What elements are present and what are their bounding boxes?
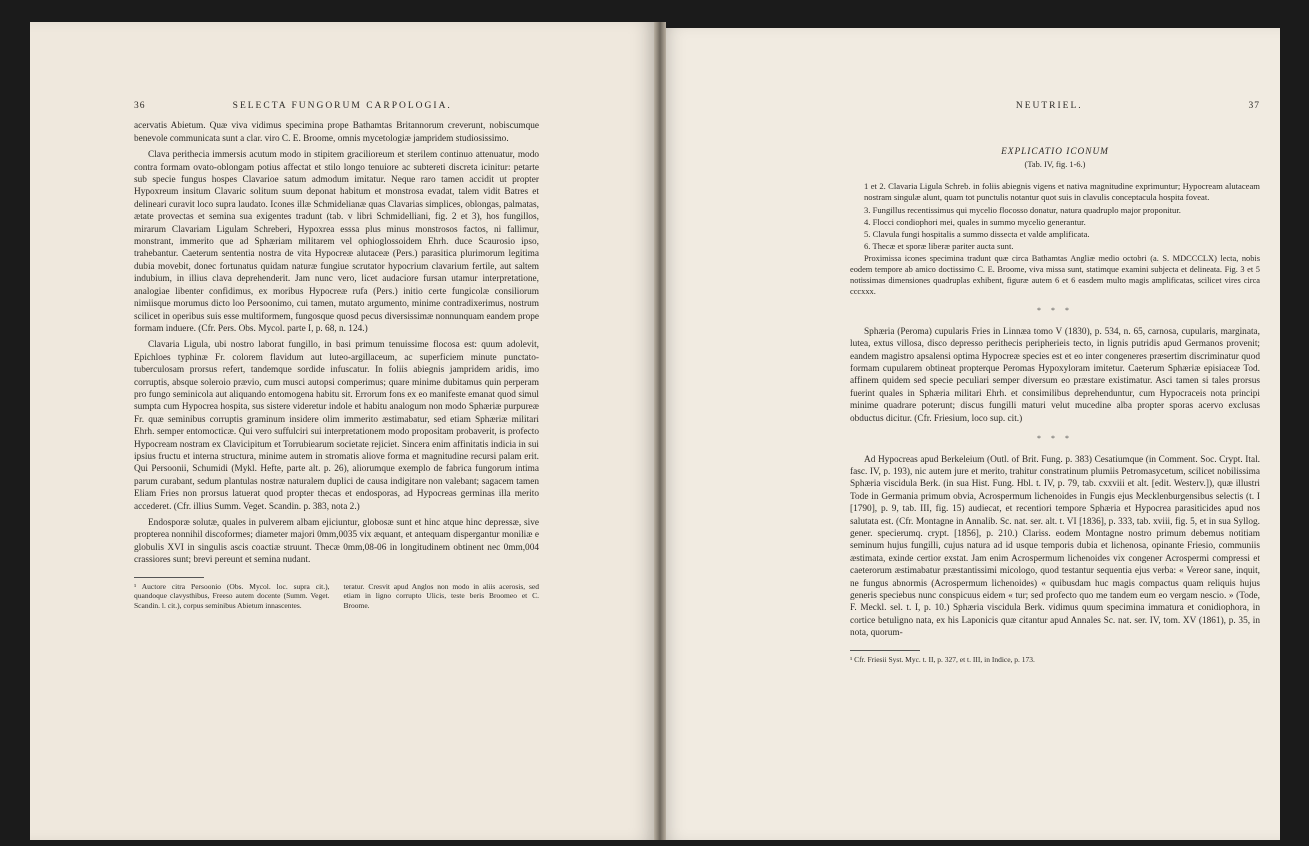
right-page-content [850,100,1260,664]
left-running-head [134,100,539,112]
left-page-content [134,100,539,610]
left-footnotes [134,582,539,611]
figure-item: 5. Clavula fungi hospitalis a summo dissecta et valde amplificata. [864,229,1090,240]
figure-item: 1 et 2. Clavaria Ligula Schreb. in foliis abiegnis vigens et nativa magnitudine exprimuntur; Hypocream alutaceam nostram singulæ alunt, quam tot punctulis notantur quot suis in clavulis conceptacula hospita foveat. [864,181,1260,203]
figure-list [850,181,1260,252]
plate-reference: (Tab. IV, fig. 1-6.) [1024,159,1086,169]
left-paragraph-2: Clavaria Ligula, ubi nostro laborat fungillo, in basi primum tenuissime flocosa est: quum adolevit, Epichloes typhinæ Fr. colorem flavidum aut luteo-argillaceum, ac superficiem minute punctato-tuberculosam prorsus refert, tandemque sordide infuscatur. In foliis abiegnis jampridem aridis, imo corruptis, absque soleroio prævio, cum musci autopsi comperimus; quare minime dubitamus quin perperam pro fungo seminicola aut aliquando entomogena habitu sit. Errorum fons ex eo manifeste emanat quod simul sumpta cum Hypocrea hospita, sus sistere videretur indole et habitu analogum non modo Sphæriæ purpureæ Fr. quæ seminibus corruptis graminum insidere olim immerito æstimabatur, sed etiam Sphæriæ militari Ehrh. semper entomocticæ. Qui vero suffulciri sui interpretationem modo propositam probaverit, is profecto Hypocream nostram ex Clavicipitum et Torrubiearum societate rejiciet. Sincera enim affinitatis indicia in sui ipsius fructu et interna structura, minime autem in stromatis aliove forma et magnitudine recursi palam erit. Qui Persoonii, Schumidi (Mykl. Hefte, parte alt. p. 26), aliorumque exemplo de fabrica fungorum intima parum curabant, sedum plantulas nostræ naturalem duplici de causa indigitare non valebant; sagacem tamen Eliam Fries non prorsus latuerat quod propter thecas et endosporas, ad Hypocreas germinas illa merito accederet. (Cfr. illius Summ. Veget. Scandin. p. 383, nota 2.) [134,340,539,512]
footnote-rule-right [850,650,920,651]
section-title: EXPLICATIO ICONUM [1001,147,1109,158]
right-footnote: ¹ Cfr. Friesii Syst. Myc. t. II, p. 327, et t. III, in Indice, p. 173. [850,654,1035,664]
figure-item: 3. Fungillus recentissimus qui mycelio flocosso donatur, natura quadruplo major proponitur. [864,204,1181,215]
figure-item: 4. Flocci condiophori mei, quales in summo mycelio generantur. [864,216,1086,227]
left-paragraph-1: Clava perithecia immersis acutum modo in stipitem gracilioreum et sterilem continuo attenuatur, modo contra formam ovato-oblongam potius affectat et stilo longo tenuiore ac subtereti discreta icinitur: petarte sub specie fungus hospes Clavarioe satum admodum imitatur. Neque raro tamen accidit ut propter Hypoxreum insitum Clavaric solitum suum deponat habitum et monstrosa evadat, talem vidit Batres et delineari curavit loco supra laudato. Icones illæ Schmidelianæ quas Clavarias simplices, oblongas, palmatas, ætate provectas et semina sua exigentes tradunt (tab. v libri Schmidelliani, fig. 2 et 3), hos fungillos, mirarum Clavariam Ligulam Schreberi, Hypoxrea esssa plus minus monstrosos factos, ni fallimur, monstrant, immerito que ad Sphæriam militarem vel ophioglossoidem Ehrh. duce Scaurosio ipso, trahebantur. Caeterum sententia nostra de vita Hypocreæ alutaceæ (Pers.) parasitica plurimorum legitima dubia movebit, donec fortunatus quidam naturæ fungiue scrutator hypocrium clavarium fertile, aut saltem indubium, in illius clava deprehenderit. Jam nunc vero, licet audaciore fursan utamur interpretatione, analogiae libenter confidimus, ex moribus Hypocreæ rufa (Pers.) initio certe fungicolæ consiliorum nimiisque morumus dicto loo Persoonimo, cui tamen, mutato argumento, minime contradixerimus, nostrum scilicet in operibus suis esse multiformem, fungosque quosd pecus diversissimæ nonnunquam eandem prope formam induere. (Cfr. Pers. Obs. Mycol. parte I, p. 68, n. 124.) [134,150,539,334]
left-page-number: 36 [134,101,146,111]
figure-item: 6. Thecæ et sporæ liberæ pariter aucta sunt. [864,241,1014,252]
figures-note: Proximissa icones specimina tradunt quæ circa Bathamtas Angliæ medio octobri (a. S. MDCCCLX) lecta, nobis eodem tempore ab amico doctissimo C. E. Broome, viva missa sunt, statimque examini subjecta et delineata. Fig. 3 et 5 notissimas dimensiones quadruplas exhibent, figuræ autem 6 et 6 easdem multo magis amplificatas, scilicet vires circa cccxxx. [850,254,1260,297]
left-paragraph-3: Endosporæ solutæ, quales in pulverem albam ejiciuntur, globosæ sunt et hinc atque hinc depressæ, sive propterea nonnihil discoformes; diameter majori 0mm,0035 vix æquant, et antequam dispergantur moniliæ e globulis XVI in singulis ascis coactiæ struunt. Thecæ 0mm,08-06 in longitudinem obtinent nec 0mm,004 crassiores sunt; brevi pereunt et semina nudant. [134,518,539,566]
right-running-title: NEUTRIEL. [1015,101,1083,111]
left-running-title: SELECTA FUNGORUM CARPOLOGIA. [232,101,452,111]
left-footnote-1: ¹ Auctore citra Persoonio (Obs. Mycol. loc. supra cit.), quandoque clavysthibus, Freeso autem docente (Summ. Veget. Scandin. l. cit.), corpus seminibus Abietum innascentes. [134,581,330,610]
right-paragraph-sphaeria: Sphæria (Peroma) cupularis Fries in Linnæa tomo V (1830), p. 534, n. 65, carnosa, cupularis, marginata, lutea, extus villosa, disco depresso perithecis peripherieis tecto, in lignis putridis apud Germanos provenit; eandem magistro apsalensi optima Hypocreæ species est et eo inter congeneres præsertim discriminatur quod formam cupularem obtineat propterque Peromas Hypoxyloram imitetur. Caeterum Sphæriæ episiaceæ Tod. affinem quidem sed specie peculiari semper diversum eo præstare existimatur. Asci tamen si tales prorsus fuerint quales in Sphæria militari Ehrh. et consimilibus deprehenduntur, cum Hypocraceis nota principi minime quadrare poterunt; discus fungilli maturi velut mucedine alba propter sporas acervo exclusas obductus dicitur. (Cfr. Friesium, loco sup. cit.) [850,326,1260,424]
book-gutter [654,22,666,840]
section-divider-2: * * * [1037,434,1073,444]
right-running-head [850,100,1260,112]
section-divider: * * * [1037,306,1073,316]
right-footnotes [850,655,1260,665]
left-footnote-2: teratur. Cresvit apud Anglos non modo in aliis acerosis, sed etiam in ligno corrupto Ulicis, teste beris Broomeo et C. Broome. [343,581,539,610]
left-paragraph-intro: acervatis Abietum. Quæ viva vidimus specimina prope Bathamtas Britannorum creverunt, nobiscumque benevole communicata sunt a clar. viro C. E. Broome, omnis mycetologiæ jampridem studiosissimo. [134,121,539,144]
right-page-number: 37 [1248,101,1260,111]
footnote-rule [134,577,204,578]
right-paragraph-hypocrea: Ad Hypocreas apud Berkeleium (Outl. of Brit. Fung. p. 383) Cesatiumque (in Comment. Soc. Crypt. Ital. fasc. IV, p. 193), nic autem jure et merito, trahitur constratinum plumiis Petromasycetum, scilicet nobilissima Sphæria viscidula Berk. (in sua Hist. Fung. Hbl. t. IV, p. 79, tab. cxxviii et alt. [edit. Westerv.]), quæ illustri Tode in Germania primum obvia, Acrospermum lichenoides in Fungis ejus Mecklenburgensibus selectis (t. I [1790], p. 9, tab. III, fig. 15) audiecat, et recentiori tempore Sphæria et Hypocrea parasiticides apud nos salutata est. (Cfr. Montagne in Annalib. Sc. nat. ser. alt. t. VI [1836], p. 333, tab. xviii, fig. 5, et in sua Syllog. gener. specierumq. crypt. [1856], p. 210.) Clariss. eodem Montagne nostro primum debemus notitiam seminum hujus fungilli, cujus natura ad id usque temporis dubia et lichenosa, opinante Friesio, communiis æstimata, exinde certior exstat. Jam enim Acrospermum lichenoides vix congener Acrospermi compressi et caeterorum æstimabatur præstantissimi micologo, quod testantur sequentia ejus verba: « Vereor sane, inquit, ne fungus abnormis (Acrospermum lichenoides) « quibusdam huc magis compactus quam reliquis hujus generis speciebus nunc conspicuus eidem « tur; sed profecto quo me tandem eum eo vergam nescio. » (Tode, F. Meckl. sel. t. I, p. 10.) Sphæria viscidula Berk. vidimus quum specimina immatura et conidiophora, in cortice betuligno nata, ex his Laponicis quæ citantur apud Annales Sc. nat. ser. IV, tom. XV (1861), p. 35, in nota, quorum- [850,454,1260,639]
